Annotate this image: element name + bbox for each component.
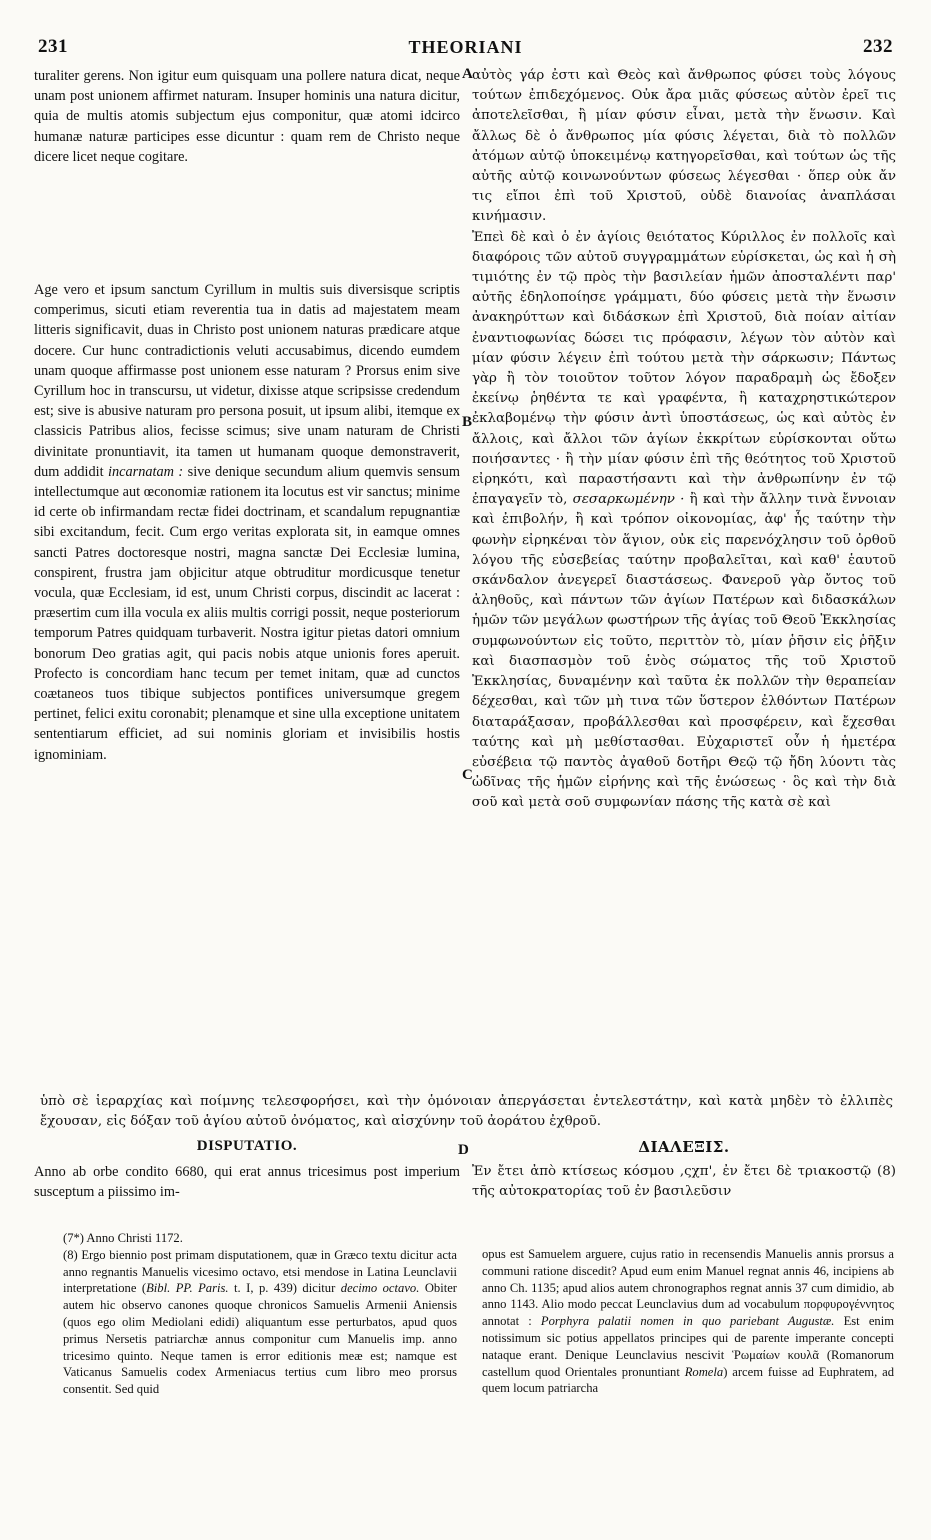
footnote-8-italic-a: Bibl. PP. Paris. [146, 1281, 229, 1296]
greek-disputatio-para: Ἐν ἔτει ἀπὸ κτίσεως κόσμου ,ςχπ', ἐν ἔτει δὲ τριακοστῷ (8) τῆς αὐτοκρατορίας τοῦ ἐν βασιλεῦσιν [472, 1164, 896, 1200]
running-title: THEORIANI [408, 37, 523, 57]
page-number-left: 231 [38, 36, 68, 57]
greek-disputatio-text [472, 1162, 896, 1202]
greek-section-heading: ΔΙΑΛΕΞΙΣ. [638, 1138, 730, 1156]
footnote-8 [63, 1247, 457, 1398]
margin-marker-a: A [462, 66, 473, 82]
footnote-right-part-a: opus est Samuelem arguere, cujus ratio in recensendis Manuelis annis prorsus a communi ratione discedit? Apud eum enim Manuel regnat annis 46, incipiens ab anno Ch. 1135; apud alios autem chronographos regnat annis 37 cum dimidio, ab anno 1143. Alio modo peccat Leunclavius dum ad vocabulum πορφυρογέννητος annotat : [482, 1247, 894, 1329]
footnotes-left [63, 1230, 457, 1398]
footnote-right-part-c: ) arcem fuisse ad Euphratem, ad quem locum patriarcha [482, 1364, 894, 1396]
greek-column-top [472, 66, 896, 814]
greek-paragraph-2 [472, 228, 896, 814]
latin-paragraph-2-text: Age vero et ipsum sanctum Cyrillum in multis suis diversisque scriptis comperimus, sicuti etiam reverentia tua in datis ad majestatem meam litteris significavit, duas in Christo post unionem naturas prædicare atque docere. Cur hunc contradictionis veluti accusabimus, dicendo eumdem unam quoque affirmasse post unionem esse naturam ? Prorsus enim sive Cyrillum hoc in transcursu, ut videtur, dixisse atque scripsisse credendum est; sive is abusive naturam pro persona posuit, ut ipsum alibi, itemque ex classicis Patribus alios, fecisse scimus; sive unam naturam de Christi divinitate pronuntiavit, ita tamen ut humanam quoque demonstraverit, dum addidit [34, 282, 460, 480]
footnote-8-part-b: t. I, p. 439) dicitur [228, 1281, 336, 1296]
greek-paragraph-2-cont: ἢ καὶ τὴν ἄλλην τινὰ ἔννοιαν καὶ ἐπιβολήν, ἢ καὶ τρόπον οἰκονομίας, ἀφ' ἧς ταύτην τὴν φωνὴν εἰρηκέναι τὸν ἅγιον, οὐκ εἰς παρενόχλησιν τοῦ ὀρθοῦ λόγου τῆς εὐσεβείας ταύτην προβαλεῖται, καὶ καθ' ἑαυτοῦ σκάνδαλον ἀνεγερεῖ διαστάσεως. Φανεροῦ γὰρ ὄντος τοῦ ἀληθοῦς, καὶ πάντων τῶν ἁγίων Πατέρων καὶ διδασκάλων ἡμῶν τῶν μεγάλων φωστήρων τῆς ἁγίας τοῦ Θεοῦ Ἐκκλησίας συμφωνούντων εἰς τοῦτο, περιττὸν τὸ, μίαν ῥῆσιν εἰς ῥῆξιν καὶ διασπασμὸν τοῦ ἑνὸς σώματος τῆς τοῦ Χριστοῦ Ἐκκλησίας, δυναμένην καὶ ταῦτα ἐκ πολλῶν τὴν θεραπείαν δέχεσθαι, καὶ τῶν μὴ τινα τῶν ὕστερον ἐλθόντων Πατέρων διαταράξασαν, προβάλλεσθαι καὶ προσφέρειν, καὶ ἔχεσθαι ταύτης καὶ μὴ μεθίστασθαι. Εὐχαριστεῖ οὖν ἡ ἡμετέρα εὐσέβεια τῷ παντὸς ἀγαθοῦ δοτῆρι Θεῷ τῷ ἤδη λύοντι τὰς ὠδῖνας τῆς ἡμῶν εἰρήνης καὶ τῆς ἑνώσεως · ὃς καὶ τὴν διὰ σοῦ καὶ μετὰ σοῦ συμφωνίαν πάσης τῆς κατὰ σὲ καὶ [472, 492, 896, 811]
footnote-8-part-a: (8) Ergo biennio post primam disputationem, quæ in Græco textu dicitur acta anno regnantis Manuelis vicesimo octavo, etsi mendose in Latina Leunclavii interpretatione ( [63, 1247, 457, 1296]
footnote-7: (7*) Anno Christi 1172. [63, 1231, 183, 1245]
margin-marker-c: C [462, 767, 473, 783]
margin-marker-d: D [458, 1142, 469, 1158]
footnote-8-part-c: Obiter autem hic observo canones quoque chronicos Samuelis Armenii Aniensis (quos ego olim Mediolani edidi) aliquantum esse perturbatos, apud quos primus Nersetis patriarchæ annus componitur cum Manuelis imp. anno tricesimo quinto. Neque tamen is error editionis meæ est; namque est Vaticanus Samuelis codex Armeniacus tertius cum libro meo prorsus consentit. Sed quid [63, 1281, 458, 1397]
footnote-right-part-b: Est enim notissimum sic potius appellatos principes qui de parente imperante concepti nataque erant. Denique Leunclavius nescivit Ῥωμαίων κουλᾶ (Romanorum castellum quod Orientales pronuntiant [482, 1314, 894, 1379]
greek-paragraph-1: αὐτὸς γάρ ἐστι καὶ Θεὸς καὶ ἄνθρωπος φύσει τοὺς λόγους τούτων ἐπιδεχόμενος. Οὐκ ἄρα μιᾶς φύσεως αὐτὸν ἐρεῖ τις ἀποτελεῖσθαι, ἢ μίαν φύσιν εἶναι, μετὰ τὴν ἕνωσιν. Καὶ ἄλλως δὲ ὁ ἄνθρωπος μία φύσις λέγεται, διὰ τὸ πολλῶν ἀτόμων αὐτῷ ὑποκειμένῳ κατηγορεῖσθαι, καὶ τούτων ὡς τῆς αὐτῆς αὐτῷ κοινωνούντων φύσεως λέγεσθαι · ὅπερ οὐκ ἄν τις εἴποι ἐπὶ τοῦ Χριστοῦ, οὐδὲ διανοίας ἀναπλάσαι κινήμασιν. [472, 68, 896, 225]
greek-full-width-line: ὑπὸ σὲ ἱεραρχίας καὶ ποίμνης τελεσφορήσει, καὶ τὴν ὁμόνοιαν ἀπεργάσεται ἐντελεστάτην, καὶ κατὰ μηδὲν τὸ ἐλλιπὲς ἔχουσαν, εἰς δόξαν τοῦ ἁγίου αὐτοῦ ὀνόματος, καὶ αἰσχύνην τοῦ ἀοράτου ἐχθροῦ. [40, 1094, 893, 1129]
latin-section-heading: DISPUTATIO. [196, 1138, 298, 1154]
latin-column-top [34, 66, 460, 765]
footnotes-right [482, 1246, 894, 1397]
greek-italic-sesarkomenen: σεσαρκωμένην · [572, 492, 685, 508]
latin-italic-incarnatam: incarnatam : [108, 463, 184, 480]
greek-paragraph-2-text: Ἐπεὶ δὲ καὶ ὁ ἐν ἁγίοις θειότατος Κύριλλος ἐν πολλοῖς καὶ διαφόροις τῶν αὐτοῦ συγγραμμάτων εὑρίσκεται, ὡς καὶ ἡ σὴ τιμιότης ἐν τῷ πρὸς τὴν βασιλείαν ἡμῶν ἀποσταλέντι παρ' αὐτῆς ἐδηλοποίησε γράμματι, δύο φύσεις μετὰ τὴν ἕνωσιν ἀνακηρύττων καὶ διδάσκων ἐπὶ Χριστοῦ, διὰ ποίαν αἰτίαν ἐναντιοφωνίας δώσει τις πρόφασιν, λέγων τὸν αὐτὸν καὶ μίαν φύσιν λέγειν ἐπὶ τούτου μετὰ τὴν σάρκωσιν; Πάντως γὰρ ἢ τὸν τοιοῦτον τοῦτον λόγον παραδραμὴ ὡς ἔδοξεν ἐκείνῳ ῥηθέντα τε καὶ γραφέντα, ἢ καταχρηστικώτερον ἐκλαβομένῳ τὴν φύσιν ἀντὶ ὑποστάσεως, ὡς καὶ αὐτὸς ἐν ἄλλοις, καὶ ἄλλοι τῶν ἁγίων ἐκκρίτων εὑρίσκονται οὕτω ποιήσαντες · ἢ τὴν μίαν φύσιν ἐπὶ τῆς θεότητος τοῦ Χριστοῦ εἰρηκότι, καὶ παραστήσαντι καὶ τὴν ἀνθρωπίνην ἐν τῷ ἐπαγαγεῖν τὸ, [472, 229, 896, 508]
footnote-8-continued [482, 1246, 894, 1397]
margin-marker-b: B [462, 414, 473, 430]
page-header [38, 34, 893, 64]
footnote-right-italic-a: Porphyra palatii nomen in quo pariebant Augustæ. [540, 1314, 835, 1329]
footnote-right-italic-b: Romela [684, 1364, 724, 1379]
latin-disputatio-para: Anno ab orbe condito 6680, qui erat annus tricesimus post imperium susceptum a piissimo im- [34, 1164, 460, 1201]
page-number-right: 232 [863, 36, 893, 57]
latin-paragraph-1: turaliter gerens. Non igitur eum quisquam una pollere natura dicat, neque unam post unionem affirmet naturam. Insuper hominis una natura dicitur, quia de multis atomis subjectum ejus componitur, quæ atomi idcirco humanæ naturæ participes esse dicuntur : quam rem de Christo neque dicere licet neque cogitare. [34, 68, 460, 165]
latin-paragraph-2 [34, 280, 460, 765]
latin-disputatio-text [34, 1162, 460, 1202]
latin-paragraph-2-cont: sive denique secundum alium quemvis sensum intellectumque aut œconomiæ rationem ita locutus est vir sanctus; minime id certe ob infirmandam rectæ fidei doctrinam, et scandalum repugnantiæ sibi excitandum, fecit. Cum ergo veritas explorata sit, in eamque omnes sancti Patres doctoresque nostri, magna sanctæ Dei Ecclesiæ lumina, conspirent, frustra jam objicitur atque obtruditur mordicusque tenetur vocula, quæ Ecclesiam, id est, unum Christi corpus, discindit ac lacerat : præsertim cum illa vocula ex aliis multis corrigi possit, neque posteriorum temporum Patres quidquam turbaverit. Nostra igitur pietas datori omnium bonorum Deo gratias agit, qui pacis nobis atque unionis fores aperuit. Profecto is concordiam hanc tecum per temet initam, quæ ad cunctos coætaneos tuos tibique subjectos pontifices universumque gregem pertinet, felici exitu coronabit; plenamque et sine ulla exceptione unitatem sententiarum efficiet, ad sui nominis gloriam et invisibilis hostis ignominiam. [34, 463, 461, 763]
footnote-8-italic-b: decimo octavo. [340, 1281, 420, 1296]
